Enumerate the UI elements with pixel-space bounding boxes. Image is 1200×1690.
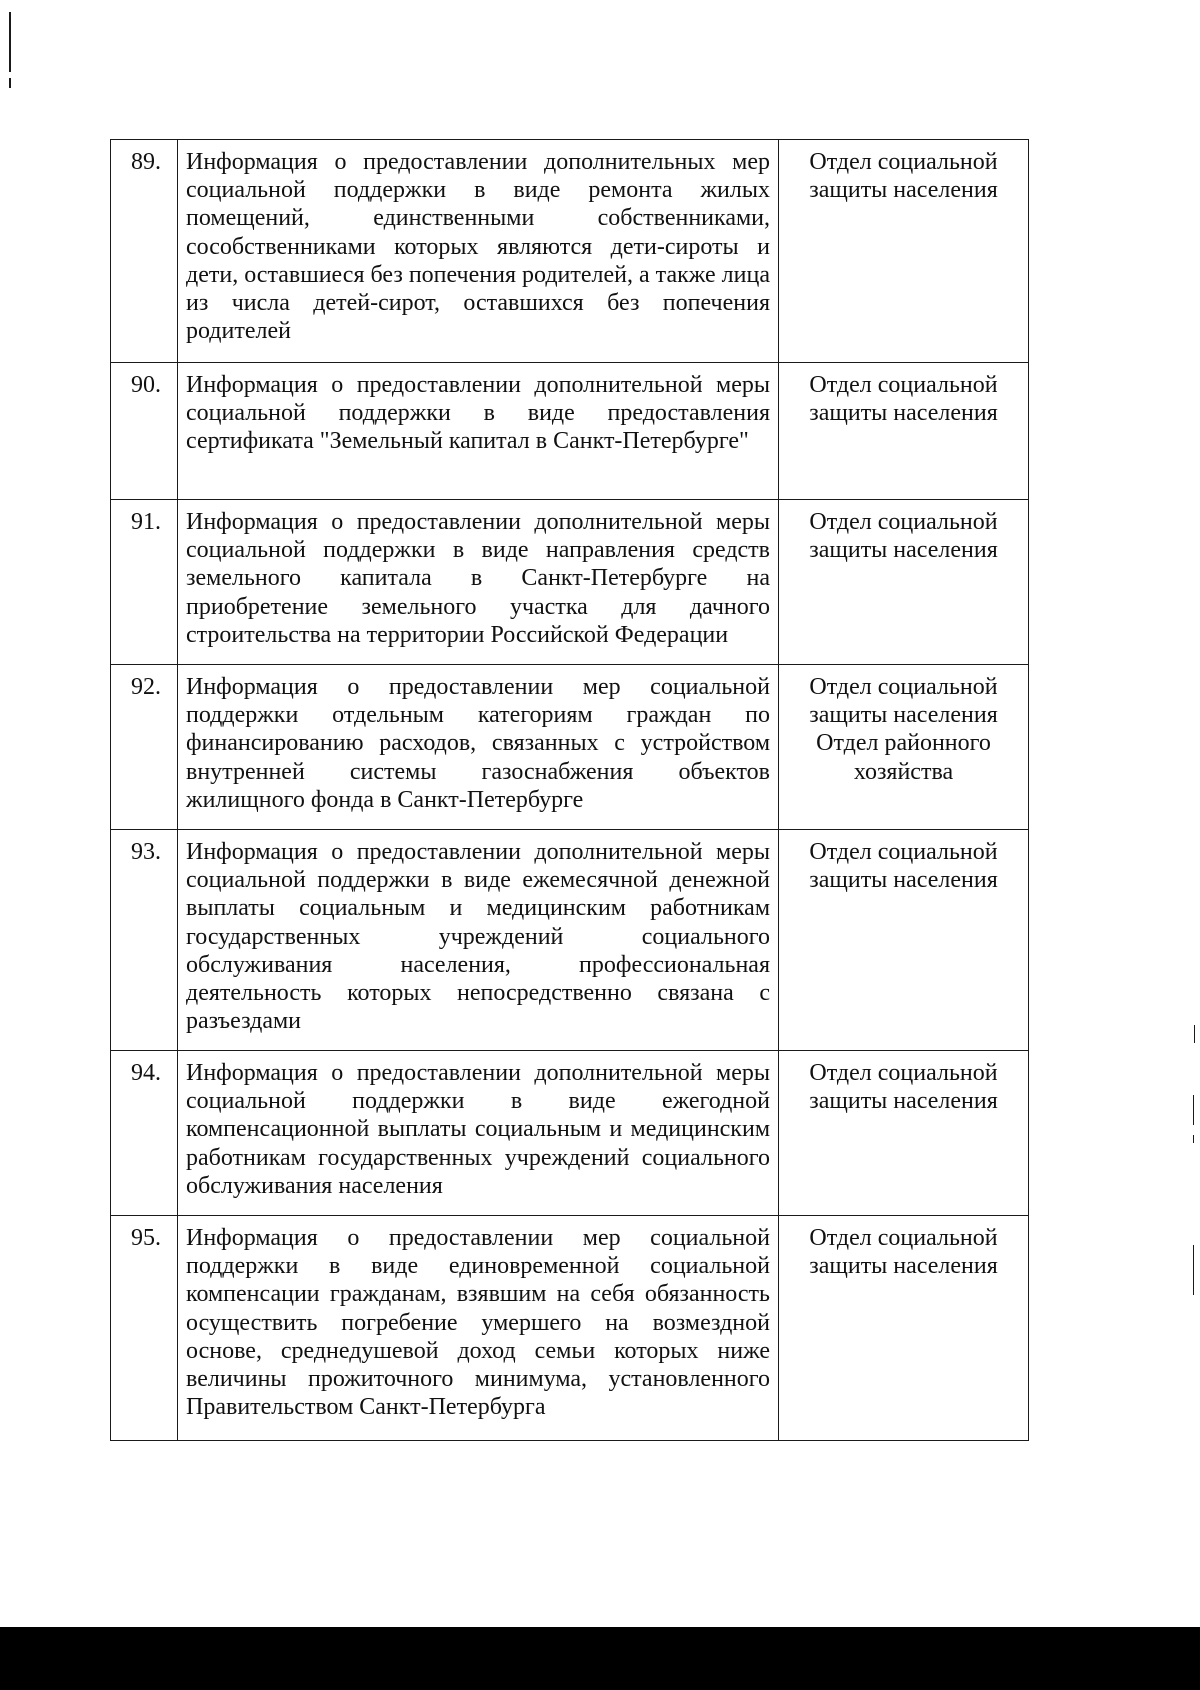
- row-department: [779, 1051, 1029, 1216]
- row-number: 91.: [111, 500, 178, 665]
- scan-artifact-mark: [1194, 1025, 1195, 1043]
- information-table: [110, 139, 1029, 1441]
- row-description: Информация о предоставлении дополнительных мер социальной поддержки в виде ремонта жилых помещений, единственными собственниками, сособственниками которых являются дети-сироты и дети, оставшиеся без попечения родителей, а также лица из числа детей-сирот, оставшихся без попечения родителей: [178, 140, 779, 363]
- department-name: Отдел социальной защиты населения: [809, 1225, 998, 1280]
- row-description: Информация о предоставлении дополнительной меры социальной поддержки в виде ежегодной компенсационной выплаты социальным и медицинским работникам государственных учреждений социального обслуживания населения: [178, 1051, 779, 1216]
- row-description: Информация о предоставлении мер социальной поддержки отдельным категориям граждан по финансированию расходов, связанных с устройством внутренней системы газоснабжения объектов жилищного фонда в Санкт-Петербурге: [178, 665, 779, 830]
- row-department: [779, 830, 1029, 1051]
- row-department: [779, 665, 1029, 830]
- table-row: [111, 500, 1029, 665]
- table-row: [111, 1051, 1029, 1216]
- row-number: 94.: [111, 1051, 178, 1216]
- department-name: Отдел районного хозяйства: [816, 730, 991, 785]
- scan-bottom-bar: [0, 1627, 1200, 1690]
- scan-artifact-mark: [1193, 1245, 1194, 1295]
- row-number: 92.: [111, 665, 178, 830]
- department-name: Отдел социальной защиты населения: [809, 509, 998, 564]
- department-name: Отдел социальной защиты населения: [809, 674, 998, 729]
- scan-artifact-mark: [9, 78, 11, 88]
- row-department: [779, 500, 1029, 665]
- scan-artifact-mark: [1193, 1135, 1194, 1143]
- table-row: [111, 830, 1029, 1051]
- row-department: [779, 1216, 1029, 1441]
- table-row: [111, 665, 1029, 830]
- row-description: Информация о предоставлении дополнительной меры социальной поддержки в виде направления средств земельного капитала в Санкт-Петербурге на приобретение земельного участка для дачного строительства на территории Российской Федерации: [178, 500, 779, 665]
- row-number: 95.: [111, 1216, 178, 1441]
- scan-artifact-mark: [1193, 1095, 1194, 1125]
- table-row: [111, 363, 1029, 500]
- row-department: [779, 140, 1029, 363]
- table-row: [111, 140, 1029, 363]
- row-number: 89.: [111, 140, 178, 363]
- row-number: 90.: [111, 363, 178, 500]
- table-row: [111, 1216, 1029, 1441]
- department-name: Отдел социальной защиты населения: [809, 839, 998, 894]
- row-number: 93.: [111, 830, 178, 1051]
- department-name: Отдел социальной защиты населения: [809, 1060, 998, 1115]
- department-name: Отдел социальной защиты населения: [809, 149, 998, 204]
- row-department: [779, 363, 1029, 500]
- department-name: Отдел социальной защиты населения: [809, 372, 998, 427]
- row-description: Информация о предоставлении мер социальной поддержки в виде единовременной социальной компенсации гражданам, взявшим на себя обязанность осуществить погребение умершего на возмездной основе, среднедушевой доход семьи которых ниже величины прожиточного минимума, установленного Правительством Санкт-Петербурга: [178, 1216, 779, 1441]
- row-description: Информация о предоставлении дополнительной меры социальной поддержки в виде предоставления сертификата "Земельный капитал в Санкт-Петербурге": [178, 363, 779, 500]
- scan-artifact-mark: [9, 12, 11, 72]
- row-description: Информация о предоставлении дополнительной меры социальной поддержки в виде ежемесячной денежной выплаты социальным и медицинским работникам государственных учреждений социального обслуживания населения, профессиональная деятельность которых непосредственно связана с разъездами: [178, 830, 779, 1051]
